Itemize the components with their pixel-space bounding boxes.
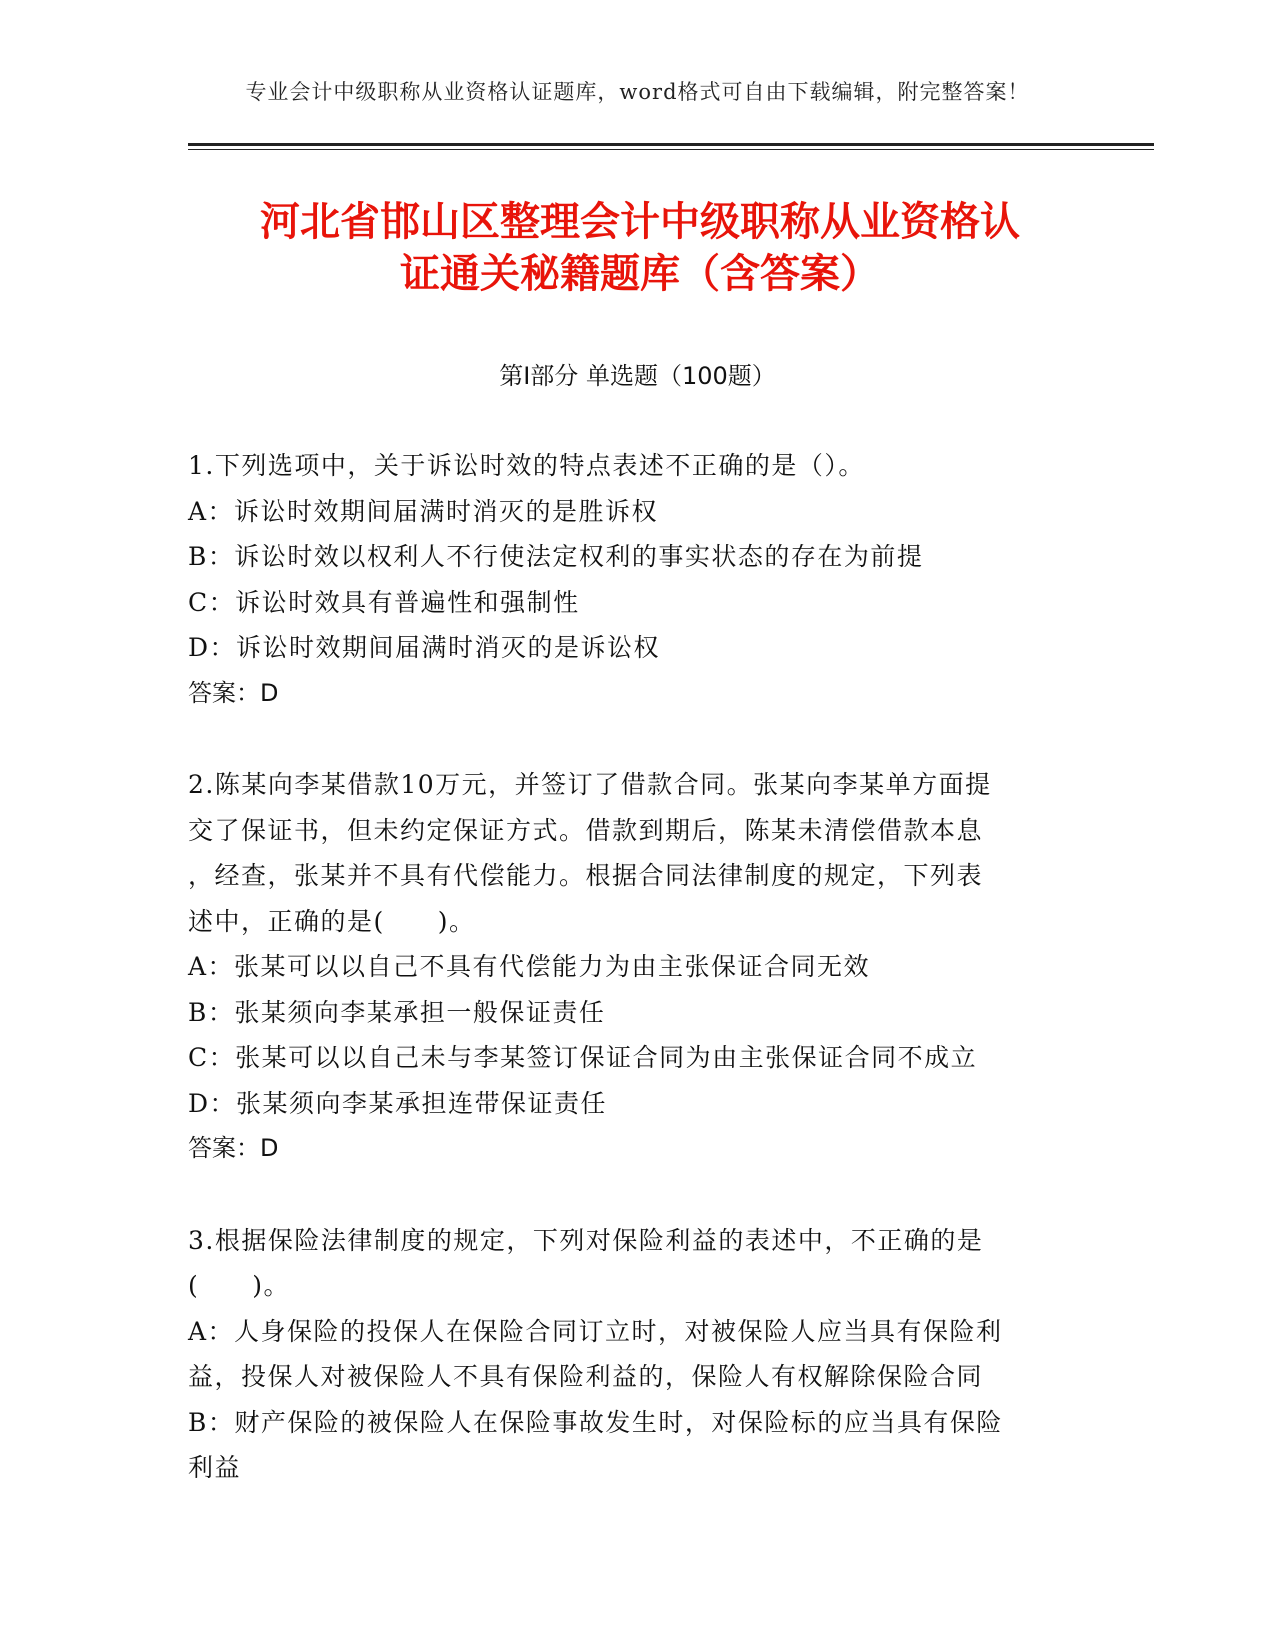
section-heading: 第Ⅰ部分 单选题（100题） — [499, 362, 776, 390]
question-2-option-b: B：张某须向李某承担一般保证责任 — [188, 997, 606, 1027]
question-3-option-a-line-2: 益，投保人对被保险人不具有保险利益的，保险人有权解除保险合同 — [188, 1362, 984, 1391]
header-rule-thin — [188, 149, 1154, 150]
header-rule-thick — [188, 143, 1154, 146]
question-1 — [188, 443, 1078, 716]
question-3-stem-line-1: 3.根据保险法律制度的规定，下列对保险利益的表述中，不正确的是 — [188, 1225, 984, 1255]
header-note: 专业会计中级职称从业资格认证题库，word格式可自由下载编辑，附完整答案！ — [245, 80, 1030, 104]
question-1-stem: 1.下列选项中，关于诉讼时效的特点表述不正确的是（）。 — [188, 451, 865, 480]
question-3-stem-line-2: ( )。 — [188, 1271, 291, 1300]
question-2-stem-line-3: ，经查，张某并不具有代偿能力。根据合同法律制度的规定，下列表 — [188, 861, 984, 890]
question-3-option-b-line-2: 利益 — [188, 1453, 242, 1482]
question-2 — [188, 762, 1078, 1172]
question-list — [188, 443, 1078, 1537]
document-title-line-2: 证通关秘籍题库（含答案） — [400, 251, 880, 297]
question-2-stem-line-4: 述中，正确的是( )。 — [188, 906, 476, 936]
question-2-answer: 答案：D — [188, 1134, 279, 1162]
question-2-stem-line-1: 2.陈某向李某借款10万元，并签订了借款合同。张某向李某单方面提 — [188, 770, 992, 799]
document-title-line-1: 河北省邯山区整理会计中级职称从业资格认 — [260, 199, 1020, 245]
question-1-option-b: B：诉讼时效以权利人不行使法定权利的事实状态的存在为前提 — [188, 542, 924, 571]
question-3-option-a-line-1: A：人身保险的投保人在保险合同订立时，对被保险人应当具有保险利 — [188, 1316, 1003, 1346]
question-1-answer: 答案：D — [188, 678, 279, 707]
document-title — [195, 196, 1085, 300]
question-3-option-b-line-1: B：财产保险的被保险人在保险事故发生时，对保险标的应当具有保险 — [188, 1407, 1003, 1437]
question-1-option-c: C：诉讼时效具有普遍性和强制性 — [188, 587, 580, 617]
question-3 — [188, 1218, 1078, 1491]
question-2-option-c: C：张某可以以自己未与李某签订保证合同为由主张保证合同不成立 — [188, 1043, 978, 1072]
question-2-option-d: D：张某须向李某承担连带保证责任 — [188, 1088, 608, 1118]
question-1-option-d: D：诉讼时效期间届满时消灭的是诉讼权 — [188, 633, 661, 662]
question-2-option-a: A：张某可以以自己不具有代偿能力为由主张保证合同无效 — [188, 952, 871, 981]
question-1-option-a: A：诉讼时效期间届满时消灭的是胜诉权 — [188, 496, 659, 526]
question-2-stem-line-2: 交了保证书，但未约定保证方式。借款到期后，陈某未清偿借款本息 — [188, 815, 984, 845]
